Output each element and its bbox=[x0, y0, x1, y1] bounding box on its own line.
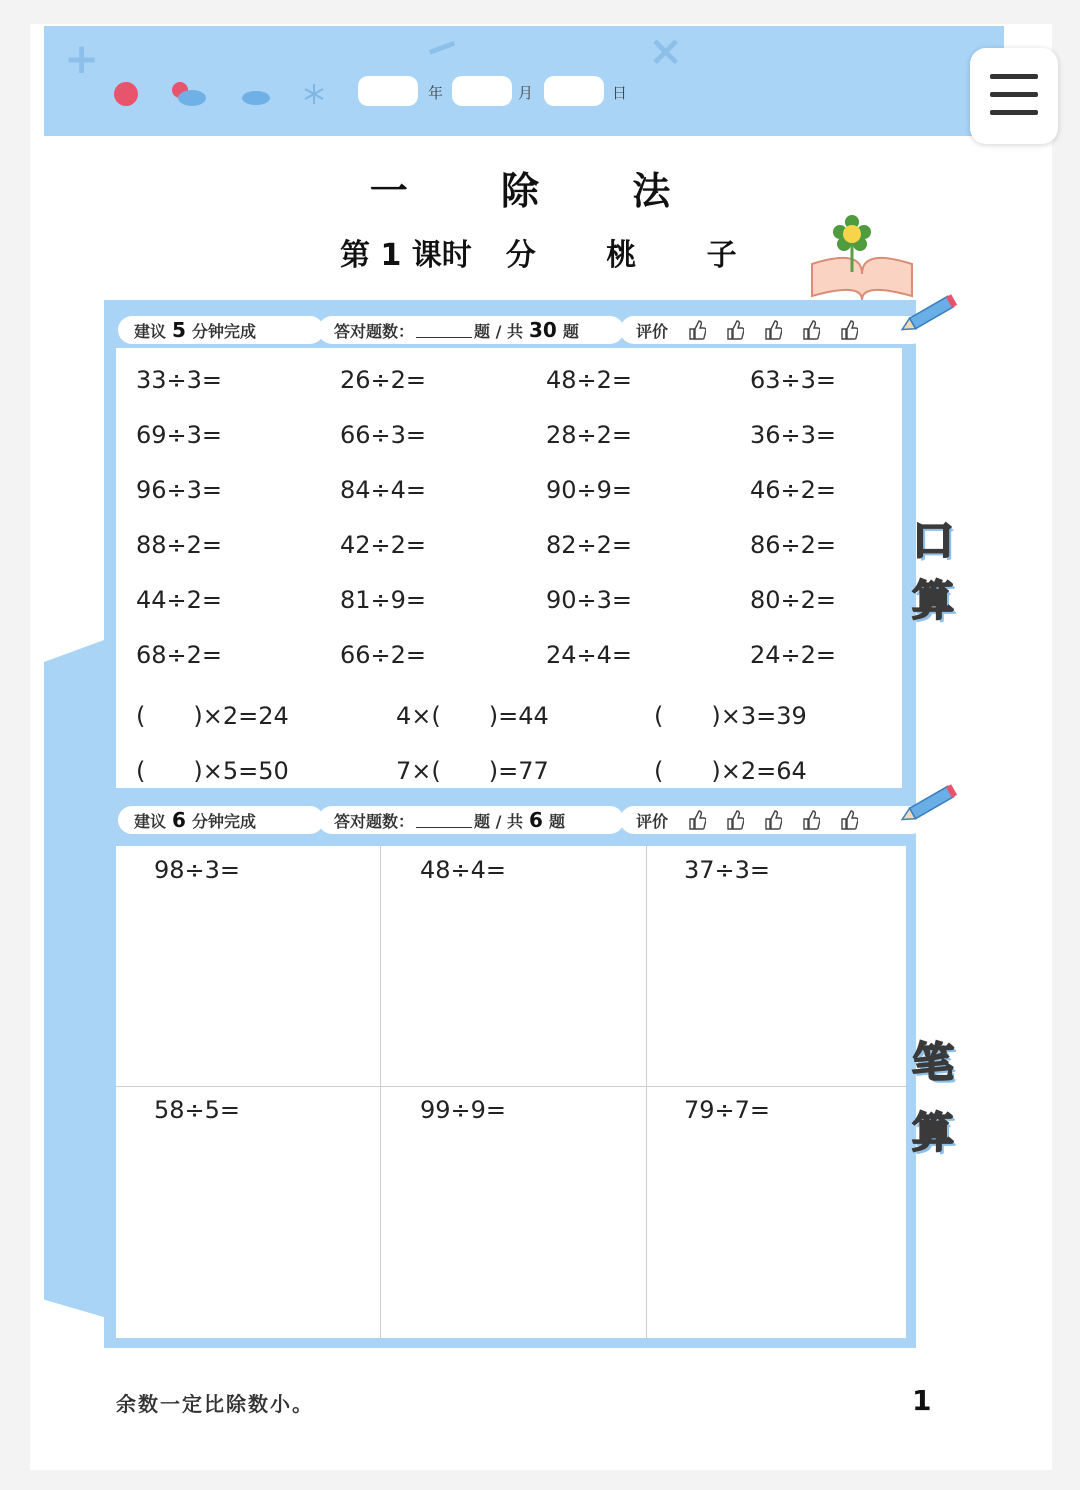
fill-blank-problem[interactable]: 4×( )=44 bbox=[396, 702, 549, 730]
cloud-sun-icon[interactable] bbox=[168, 80, 208, 108]
menu-icon bbox=[990, 74, 1038, 79]
oral-problem: 90÷3= bbox=[546, 586, 633, 614]
oral-problem: 44÷2= bbox=[136, 586, 223, 614]
suggested-time bbox=[118, 316, 324, 344]
minus-decoration: − bbox=[416, 17, 467, 76]
oral-problem: 33÷3= bbox=[136, 366, 223, 394]
oral-problem: 66÷3= bbox=[340, 421, 427, 449]
suggest-minutes: 6 bbox=[172, 808, 186, 832]
fill-blank-problem[interactable]: ( )×2=64 bbox=[654, 757, 807, 785]
thumbs-up-icon[interactable] bbox=[688, 810, 706, 830]
thumbs-up-icon[interactable] bbox=[688, 320, 706, 340]
written-problem[interactable]: 79÷7= bbox=[684, 1096, 771, 1124]
oral-problem: 81÷9= bbox=[340, 586, 427, 614]
month-label: 月 bbox=[518, 84, 534, 102]
menu-icon-bar bbox=[990, 92, 1038, 97]
day-label: 日 bbox=[612, 84, 628, 102]
side-label-written-2: 算 bbox=[912, 1108, 955, 1157]
oral-problem: 63÷3= bbox=[750, 366, 837, 394]
suggest-prefix: 建议 bbox=[134, 321, 167, 341]
written-problem[interactable]: 99÷9= bbox=[420, 1096, 507, 1124]
side-label-oral-1: 口 bbox=[912, 516, 955, 565]
written-problem[interactable]: 98÷3= bbox=[154, 856, 241, 884]
cloud-icon[interactable] bbox=[240, 84, 272, 108]
footer-note: 余数一定比除数小。 bbox=[116, 1392, 314, 1416]
correct-label: 答对题数： bbox=[334, 811, 415, 831]
menu-button[interactable] bbox=[970, 48, 1058, 144]
pencil-icon bbox=[896, 294, 962, 334]
written-calculation-area bbox=[116, 846, 906, 1338]
lesson-name: 分 桃 子 bbox=[505, 238, 767, 273]
times-decoration: × bbox=[648, 26, 684, 75]
suggest-prefix: 建议 bbox=[134, 811, 167, 831]
thumbs-up-icon[interactable] bbox=[840, 810, 858, 830]
oral-problem: 42÷2= bbox=[340, 531, 427, 559]
snowflake-icon[interactable] bbox=[302, 82, 326, 106]
correct-label: 答对题数： bbox=[334, 321, 415, 341]
chapter-title: 一 除 法 bbox=[369, 169, 711, 213]
rating-field bbox=[620, 316, 926, 344]
rating-field bbox=[620, 806, 926, 834]
oral-problem: 28÷2= bbox=[546, 421, 633, 449]
menu-icon-bar bbox=[990, 110, 1038, 115]
rating-label: 评价 bbox=[636, 321, 669, 341]
thumbs-up-icon[interactable] bbox=[840, 320, 858, 340]
thumbs-up-icon[interactable] bbox=[802, 810, 820, 830]
oral-problem: 26÷2= bbox=[340, 366, 427, 394]
suggest-minutes: 5 bbox=[172, 318, 186, 342]
oral-problem: 84÷4= bbox=[340, 476, 427, 504]
lesson-number: 第 1 课时 bbox=[340, 238, 472, 273]
plus-decoration: + bbox=[64, 34, 100, 83]
pencil-icon bbox=[896, 784, 962, 824]
lesson-title bbox=[340, 230, 767, 274]
thumbs-up-icon[interactable] bbox=[726, 320, 744, 340]
oral-problem: 80÷2= bbox=[750, 586, 837, 614]
side-label-oral-2: 算 bbox=[912, 576, 955, 625]
oral-problem: 48÷2= bbox=[546, 366, 633, 394]
total-prefix: 题 / 共 bbox=[474, 811, 524, 831]
oral-problem: 86÷2= bbox=[750, 531, 837, 559]
oral-problem: 66÷2= bbox=[340, 641, 427, 669]
suggest-suffix: 分钟完成 bbox=[191, 321, 256, 341]
total-suffix: 题 bbox=[562, 321, 579, 341]
correct-count-input[interactable] bbox=[416, 323, 472, 338]
total-suffix: 题 bbox=[548, 811, 565, 831]
day-input[interactable] bbox=[544, 76, 604, 106]
written-problem[interactable]: 58÷5= bbox=[154, 1096, 241, 1124]
year-input[interactable] bbox=[358, 76, 418, 106]
score-field bbox=[318, 316, 624, 344]
total-count: 30 bbox=[529, 318, 557, 342]
oral-problem: 96÷3= bbox=[136, 476, 223, 504]
written-problem[interactable]: 37÷3= bbox=[684, 856, 771, 884]
grid-divider bbox=[646, 846, 647, 1338]
oral-problem: 36÷3= bbox=[750, 421, 837, 449]
book-flower-illustration bbox=[806, 212, 918, 302]
oral-problem: 46÷2= bbox=[750, 476, 837, 504]
grid-divider bbox=[116, 1086, 906, 1087]
fill-blank-problem[interactable]: ( )×5=50 bbox=[136, 757, 289, 785]
oral-problem: 90÷9= bbox=[546, 476, 633, 504]
oral-problem: 69÷3= bbox=[136, 421, 223, 449]
oral-problem: 24÷2= bbox=[750, 641, 837, 669]
side-label-written-1: 笔 bbox=[912, 1038, 955, 1087]
page-number: 1 bbox=[912, 1384, 932, 1417]
oral-problem: 82÷2= bbox=[546, 531, 633, 559]
thumbs-up-icon[interactable] bbox=[764, 810, 782, 830]
suggested-time bbox=[118, 806, 324, 834]
oral-problem: 24÷4= bbox=[546, 641, 633, 669]
fill-blank-problem[interactable]: ( )×3=39 bbox=[654, 702, 807, 730]
suggest-suffix: 分钟完成 bbox=[191, 811, 256, 831]
correct-count-input[interactable] bbox=[416, 813, 472, 828]
fill-blank-problem[interactable]: ( )×2=24 bbox=[136, 702, 289, 730]
oral-problem: 68÷2= bbox=[136, 641, 223, 669]
fill-blank-problem[interactable]: 7×( )=77 bbox=[396, 757, 549, 785]
total-count: 6 bbox=[529, 808, 543, 832]
sun-icon[interactable] bbox=[114, 82, 138, 106]
thumbs-up-icon[interactable] bbox=[802, 320, 820, 340]
score-field bbox=[318, 806, 624, 834]
oral-problem: 88÷2= bbox=[136, 531, 223, 559]
thumbs-up-icon[interactable] bbox=[726, 810, 744, 830]
year-label: 年 bbox=[428, 84, 444, 102]
thumbs-up-icon[interactable] bbox=[764, 320, 782, 340]
month-input[interactable] bbox=[452, 76, 512, 106]
total-prefix: 题 / 共 bbox=[474, 321, 524, 341]
written-problem[interactable]: 48÷4= bbox=[420, 856, 507, 884]
rating-label: 评价 bbox=[636, 811, 669, 831]
grid-divider bbox=[380, 846, 381, 1338]
